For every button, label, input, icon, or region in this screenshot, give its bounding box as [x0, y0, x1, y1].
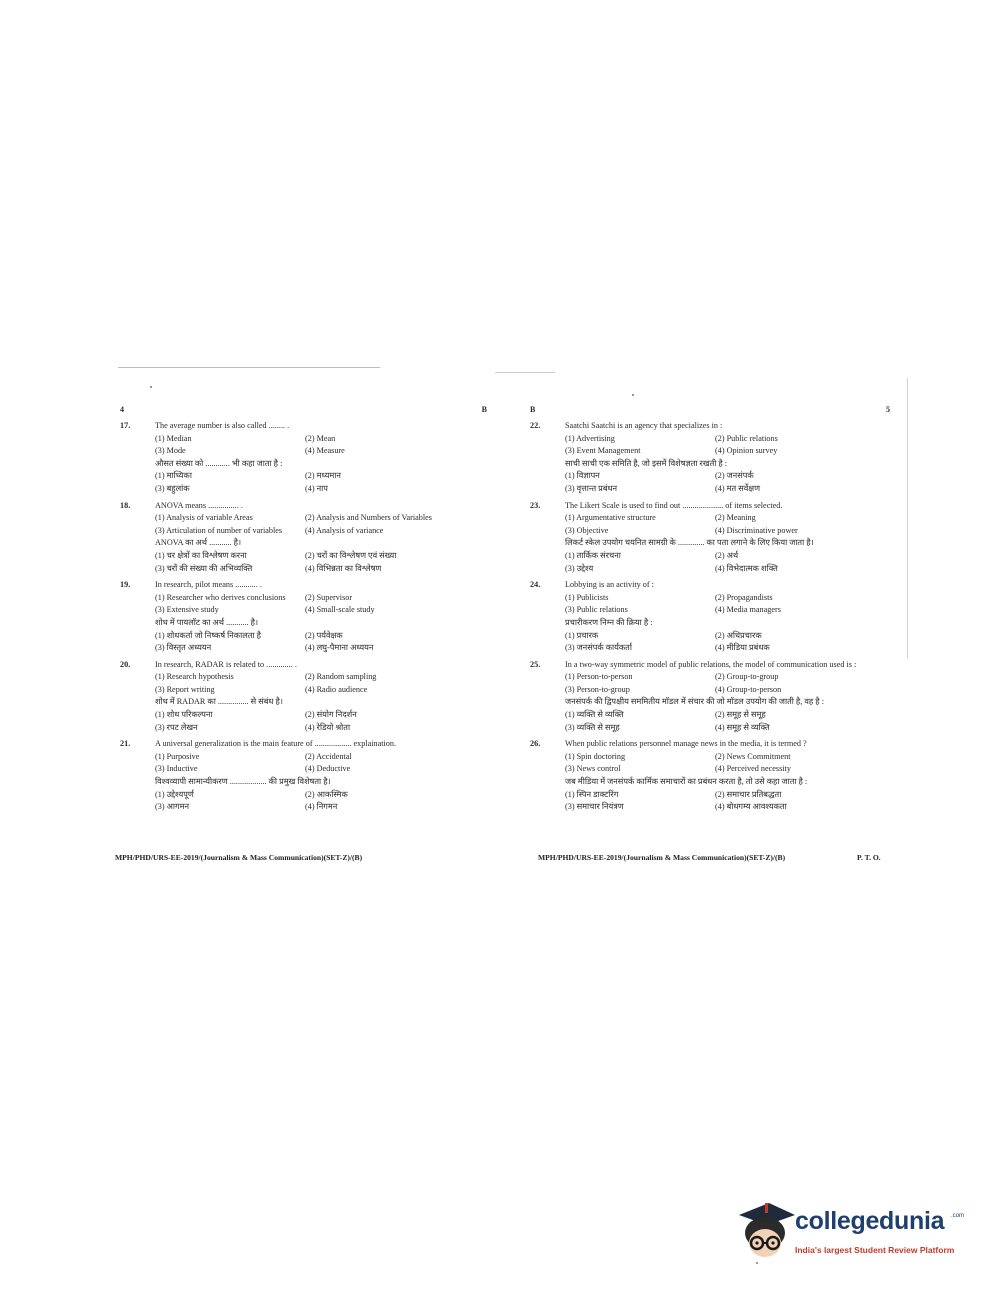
option-hindi: (2) अर्थ [715, 550, 739, 560]
option-hindi: (3) व्यक्ति से समूह [565, 722, 620, 732]
option-hindi: (2) मध्यमान [305, 471, 341, 481]
question-text-hindi: साची साची एक समिति है, जो इसमें विशेषज्ञता रखती है : [565, 458, 728, 468]
option-grid [120, 751, 485, 776]
option: (1) Research hypothesis [155, 672, 234, 682]
option-hindi: (3) समाचार नियंत्रण [565, 802, 624, 812]
question-stem [120, 500, 485, 513]
question-stem [120, 659, 485, 672]
question-23 [530, 500, 890, 576]
question-number: 24. [530, 580, 541, 590]
question-number: 22. [530, 421, 541, 430]
option-grid [530, 751, 890, 776]
question-text-hindi: जब मीडिया में जनसंपर्क कार्मिक समाचारों का प्रबंधन करता है, तो उसे कहा जाता है : [565, 777, 808, 787]
question-number: 18. [120, 500, 131, 510]
option-hindi: (3) बहुलांक [155, 483, 190, 493]
scan-speck [632, 394, 634, 396]
option: (4) Group-to-person [715, 684, 782, 694]
option-hindi: (1) शोधकर्ता जो निष्कर्ष निकालता है [155, 630, 261, 640]
scan-speck [150, 386, 152, 388]
option: (4) Perceived necessity [715, 764, 791, 774]
question-list [120, 420, 485, 814]
option: (1) Analysis of variable Areas [155, 513, 253, 523]
set-letter: B [481, 405, 487, 414]
option: (4) Analysis of variance [305, 525, 384, 535]
option: (3) Report writing [155, 684, 215, 694]
option-hindi: (2) अधिप्रचारक [715, 630, 762, 640]
option-hindi: (1) माध्यिका [155, 471, 192, 481]
option-grid-hindi [530, 630, 890, 655]
question-stem [530, 420, 890, 433]
option-hindi: (1) प्रचारक [565, 630, 599, 640]
option: (1) Spin doctoring [565, 751, 626, 761]
option-hindi: (2) जनसंपर्क [715, 471, 754, 481]
option-grid [530, 592, 890, 617]
option: (2) Random sampling [305, 672, 377, 682]
option-hindi: (2) चरों का विश्लेषण एवं संख्या [305, 550, 397, 560]
option: (4) Radio audience [305, 684, 368, 694]
question-26 [530, 738, 890, 814]
question-stem [120, 579, 485, 592]
question-text: The average number is also called ........ . [155, 421, 290, 430]
question-17 [120, 420, 485, 496]
question-text: In research, pilot means ........... . [155, 580, 262, 590]
option: (3) Objective [565, 525, 609, 535]
option-hindi: (2) समाचार प्रतिबद्धता [715, 789, 782, 799]
question-stem [530, 500, 890, 513]
option-hindi: (2) आकस्मिक [305, 789, 348, 799]
logo-tagline: India's largest Student Review Platform [795, 1245, 955, 1255]
question-text-hindi: शोध में RADAR का ............... से संबंध है। [155, 697, 283, 707]
scan-edge-top-right [495, 372, 555, 373]
option: (4) Discriminative power [715, 525, 798, 535]
option-hindi: (3) उद्देश्य [565, 563, 594, 573]
option: (1) Purposive [155, 751, 200, 761]
option: (4) Deductive [305, 764, 351, 774]
option-hindi: (1) स्पिन डाक्टरिंग [565, 789, 619, 799]
option-grid-hindi [120, 709, 485, 734]
option-hindi: (1) चर क्षेत्रों का विश्लेषण करना [155, 550, 247, 560]
left-page [120, 404, 485, 818]
option-grid [120, 433, 485, 458]
option-grid [530, 433, 890, 458]
option-hindi: (1) व्यक्ति से व्यक्ति [565, 710, 624, 720]
option-hindi: (2) समूह से समूह [715, 710, 766, 720]
question-list [530, 420, 890, 814]
question-stem [530, 659, 890, 672]
right-page [530, 404, 890, 818]
option-hindi: (3) वृत्तान्त प्रबंधन [565, 483, 618, 493]
option-hindi: (4) नाप [305, 483, 328, 493]
question-text: When public relations personnel manage news in the media, it is termed ? [565, 739, 807, 749]
option-hindi: (1) शोध परिकल्पना [155, 710, 213, 720]
question-number: 19. [120, 580, 131, 590]
option-hindi: (4) बोधगम्य आवश्यकता [715, 802, 787, 812]
footer-code: MPH/PHD/URS-EE-2019/(Journalism & Mass Communication)(SET-Z)/(B) [115, 853, 363, 862]
option: (2) Supervisor [305, 592, 353, 602]
option-grid-hindi [120, 470, 485, 495]
option: (2) Accidental [305, 751, 352, 761]
option: (3) Public relations [565, 605, 628, 615]
question-text-hindi: शोध में पायलॉट का अर्थ ........... है। [155, 617, 259, 627]
question-text: In research, RADAR is related to ............. . [155, 659, 297, 669]
option: (2) Public relations [715, 433, 778, 443]
right-page-header [530, 404, 890, 420]
option-hindi: (3) आगमन [155, 802, 190, 812]
option-hindi: (4) विभिन्नता का विश्लेषण [305, 563, 382, 573]
question-20 [120, 659, 485, 735]
question-text: Lobbying is an activity of : [565, 580, 654, 590]
option-hindi: (2) संयोग निदर्शन [305, 710, 357, 720]
option-hindi: (3) विस्तृत अध्ययन [155, 643, 212, 653]
option-grid [120, 592, 485, 617]
question-stem [120, 738, 485, 751]
option: (4) Opinion survey [715, 446, 778, 456]
question-text: The Likert Scale is used to find out .................... of items selected. [565, 500, 783, 510]
footer-code: MPH/PHD/URS-EE-2019/(Journalism & Mass Communication)(SET-Z)/(B) [538, 853, 786, 862]
option-grid-hindi [530, 470, 890, 495]
option: (2) Propagandists [715, 592, 773, 602]
question-number: 25. [530, 659, 541, 669]
question-stem [530, 579, 890, 592]
option-grid [120, 671, 485, 696]
option-hindi: (3) रपट लेखन [155, 722, 198, 732]
option-grid [530, 671, 890, 696]
question-text: A universal generalization is the main feature of .................. explaination. [155, 739, 397, 749]
option-hindi: (4) रेडियो श्रोता [305, 722, 351, 732]
question-19 [120, 579, 485, 655]
option: (4) Media managers [715, 605, 781, 615]
collegedunia-logo [735, 1193, 965, 1265]
question-text-hindi: ANOVA का अर्थ ........... है। [155, 538, 242, 548]
option: (1) Argumentative structure [565, 513, 656, 523]
question-stem [530, 738, 890, 751]
option-grid-hindi [120, 789, 485, 814]
logo-suffix: .com [951, 1213, 965, 1219]
question-text-hindi: लिकर्ट स्केल उपयोग चयनित सामग्री के ............. का पता लगाने के लिए किया जाता है। [565, 538, 814, 548]
question-text-hindi: औसत संख्या को ............ भी कहा जाता है : [155, 458, 283, 468]
option: (2) News Commitment [715, 751, 791, 761]
question-number: 20. [120, 659, 131, 669]
option-grid-hindi [530, 550, 890, 575]
question-18 [120, 500, 485, 576]
option: (1) Advertising [565, 433, 615, 443]
page-number: 5 [886, 405, 890, 414]
option-hindi: (3) चरों की संख्या की अभिव्यक्ति [155, 563, 253, 573]
option: (2) Meaning [715, 513, 756, 523]
option-grid-hindi [530, 709, 890, 734]
set-letter: B [530, 405, 536, 414]
option-hindi: (3) जनसंपर्क कार्यकर्ता [565, 643, 632, 653]
option: (3) News control [565, 764, 621, 774]
question-text: In a two-way symmetric model of public relations, the model of communication used is : [565, 659, 857, 669]
option: (2) Mean [305, 433, 336, 443]
option-grid-hindi [120, 550, 485, 575]
left-page-header [120, 404, 485, 420]
question-text-hindi: प्रचारीकरण निम्न की क्रिया है : [565, 617, 653, 627]
option-hindi: (4) मीडिया प्रबंधक [715, 643, 770, 653]
option-grid-hindi [120, 630, 485, 655]
question-text-hindi: विश्वव्यापी सामान्यीकरण .................. की प्रमुख विशेषता है। [155, 777, 331, 787]
option-hindi: (4) निगमन [305, 802, 338, 812]
option-hindi: (1) विज्ञापन [565, 471, 600, 481]
option: (3) Inductive [155, 764, 198, 774]
option-grid-hindi [530, 789, 890, 814]
option: (4) Small-scale study [305, 605, 375, 615]
option: (1) Publicists [565, 592, 609, 602]
option: (2) Group-to-group [715, 672, 779, 682]
option-grid [120, 512, 485, 537]
option-hindi: (4) विभेदात्मक शक्ति [715, 563, 778, 573]
option: (3) Person-to-group [565, 684, 630, 694]
logo-brand: collegedunia [795, 1207, 945, 1235]
scan-edge-top-left [118, 367, 380, 368]
option-hindi: (4) लघु-पैमाना अध्ययन [305, 643, 374, 653]
option: (3) Mode [155, 446, 186, 456]
question-text: Saatchi Saatchi is an agency that specializes in : [565, 421, 723, 430]
option: (1) Median [155, 433, 192, 443]
mascot-icon [735, 1193, 795, 1265]
question-22 [530, 420, 890, 496]
option-hindi: (1) तार्किक संरचना [565, 550, 621, 560]
option: (3) Articulation of number of variables [155, 525, 283, 535]
option: (2) Analysis and Numbers of Variables [305, 513, 432, 523]
question-text-hindi: जनसंपर्क की द्विपक्षीय सममितीय मॉडल में संचार की जो मॉडल उपयोग की जाती है, वह है : [565, 697, 824, 707]
page-number: 4 [120, 405, 124, 414]
question-stem [120, 420, 485, 433]
question-text: ANOVA means ............... . [155, 500, 243, 510]
option: (1) Researcher who derives conclusions [155, 592, 286, 602]
question-number: 26. [530, 739, 541, 749]
option-grid [530, 512, 890, 537]
option: (3) Event Management [565, 446, 641, 456]
option-hindi: (1) उद्देश्यपूर्ण [155, 789, 194, 799]
option: (4) Measure [305, 446, 345, 456]
scan-edge-right [907, 378, 908, 658]
question-number: 17. [120, 421, 131, 430]
option: (3) Extensive study [155, 605, 219, 615]
option-hindi: (2) पर्यवेक्षक [305, 630, 343, 640]
option: (1) Person-to-person [565, 672, 633, 682]
option-hindi: (4) मत सर्वेक्षण [715, 483, 761, 493]
question-21 [120, 738, 485, 814]
option-hindi: (4) समूह से व्यक्ति [715, 722, 770, 732]
question-number: 23. [530, 500, 541, 510]
question-24 [530, 579, 890, 655]
pto-label: P. T. O. [857, 853, 881, 862]
question-number: 21. [120, 739, 131, 749]
question-25 [530, 659, 890, 735]
